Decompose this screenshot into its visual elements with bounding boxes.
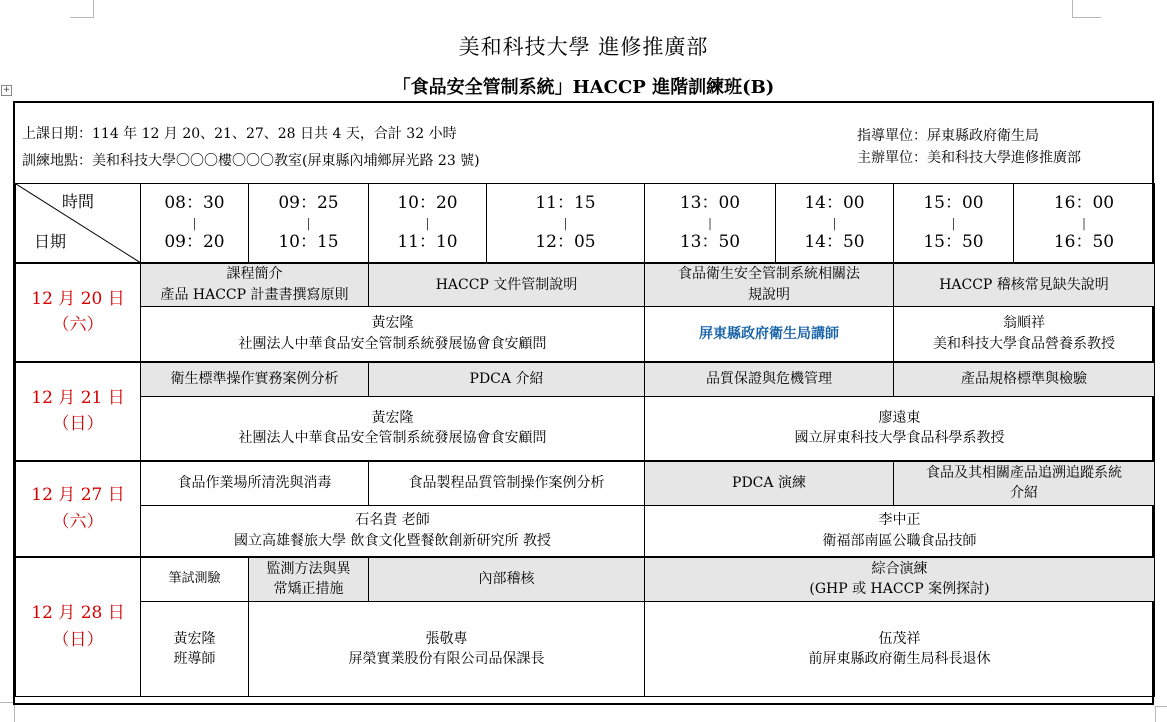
time-slot: 11：15 | 12：05 — [487, 184, 645, 263]
time-slot: 09：25 | 10：15 — [249, 184, 369, 263]
crop-mark-bottom-left — [0, 702, 15, 722]
document-title: 美和科技大學 進修推廣部 — [458, 35, 709, 59]
instructor-cell: 黃宏隆 班導師 — [141, 602, 249, 697]
instructor-cell: 黃宏隆 社團法人中華食品安全管制系統發展協會食安顧問 — [141, 307, 645, 362]
corner-cell — [16, 184, 141, 263]
course-cell: 監測方法與異 常矯正措施 — [249, 557, 369, 602]
instructor-cell: 廖遠東 國立屏東科技大學食品科學系教授 — [645, 397, 1155, 461]
date-cell-dec27: 12 月 27 日 （六） — [16, 461, 141, 557]
instructor-cell: 黃宏隆 社團法人中華食品安全管制系統發展協會食安顧問 — [141, 397, 645, 461]
course-cell: 綜合演練 (GHP 或 HACCP 案例探討) — [645, 557, 1155, 602]
crop-mark-top-right — [1072, 0, 1101, 18]
course-location: 訓練地點：美和科技大學〇〇〇樓〇〇〇教室(屏東縣內埔鄉屏光路 23 號) — [22, 153, 480, 169]
crop-mark-top-left — [70, 0, 94, 18]
organizing-unit: 主辦單位：美和科技大學進修推廣部 — [857, 150, 1081, 166]
time-slot: 08：30 | 09：20 — [141, 184, 249, 263]
table-move-handle-icon[interactable]: + — [2, 85, 11, 95]
schedule-table — [15, 183, 1155, 697]
corner-date-label: 日期 — [34, 232, 67, 251]
course-cell: 筆試測驗 — [141, 557, 249, 602]
time-slot: 16：00 | 16：50 — [1014, 184, 1155, 263]
instructor-cell: 伍茂祥 前屏東縣政府衛生局科長退休 — [645, 602, 1155, 697]
course-cell: 課程簡介 產品 HACCP 計畫書撰寫原則 — [141, 263, 369, 307]
time-slot: 10：20 | 11：10 — [369, 184, 487, 263]
course-info — [15, 103, 1152, 183]
date-cell-dec28: 12 月 28 日 （日） — [16, 557, 141, 697]
crop-mark-bottom-right — [1155, 706, 1167, 722]
course-cell: PDCA 介紹 — [369, 362, 645, 397]
instructor-cell: 石名貴 老師 國立高雄餐旅大學 飲食文化暨餐飲創新研究所 教授 — [141, 506, 645, 557]
course-title: 「食品安全管制系統」HACCP 進階訓練班(B) — [392, 77, 775, 98]
instructor-cell: 李中正 衛福部南區公職食品技師 — [645, 506, 1155, 557]
time-slot: 15：00 | 15：50 — [894, 184, 1014, 263]
course-cell: 食品衛生安全管制系統相關法 規說明 — [645, 263, 894, 307]
course-cell: HACCP 稽核常見缺失說明 — [894, 263, 1155, 307]
time-slot: 14：00 | 14：50 — [776, 184, 894, 263]
instructor-cell: 翁順祥 美和科技大學食品營養系教授 — [894, 307, 1155, 362]
corner-time-label: 時間 — [62, 192, 95, 211]
course-cell: 食品及其相關產品追溯追蹤系統 介紹 — [894, 461, 1155, 506]
course-cell: 內部稽核 — [369, 557, 645, 602]
instructor-cell: 張敬專 屏榮實業股份有限公司品保課長 — [249, 602, 645, 697]
course-cell: 食品作業場所清洗與消毒 — [141, 461, 369, 506]
course-cell: 品質保證與危機管理 — [645, 362, 894, 397]
course-cell: HACCP 文件管制說明 — [369, 263, 645, 307]
date-cell-dec20: 12 月 20 日 （六） — [16, 263, 141, 362]
course-cell: 衛生標準操作實務案例分析 — [141, 362, 369, 397]
course-cell: 食品製程品質管制操作案例分析 — [369, 461, 645, 506]
date-cell-dec21: 12 月 21 日 （日） — [16, 362, 141, 461]
supervising-unit: 指導單位：屏東縣政府衛生局 — [857, 128, 1039, 144]
instructor-cell: 屏東縣政府衛生局講師 — [645, 307, 894, 362]
course-cell: 產品規格標準與檢驗 — [894, 362, 1155, 397]
course-dates: 上課日期：114 年 12 月 20、21、27、28 日共 4 天，合計 32 小時 — [22, 126, 457, 142]
time-slot: 13：00 | 13：50 — [645, 184, 776, 263]
course-cell: PDCA 演練 — [645, 461, 894, 506]
